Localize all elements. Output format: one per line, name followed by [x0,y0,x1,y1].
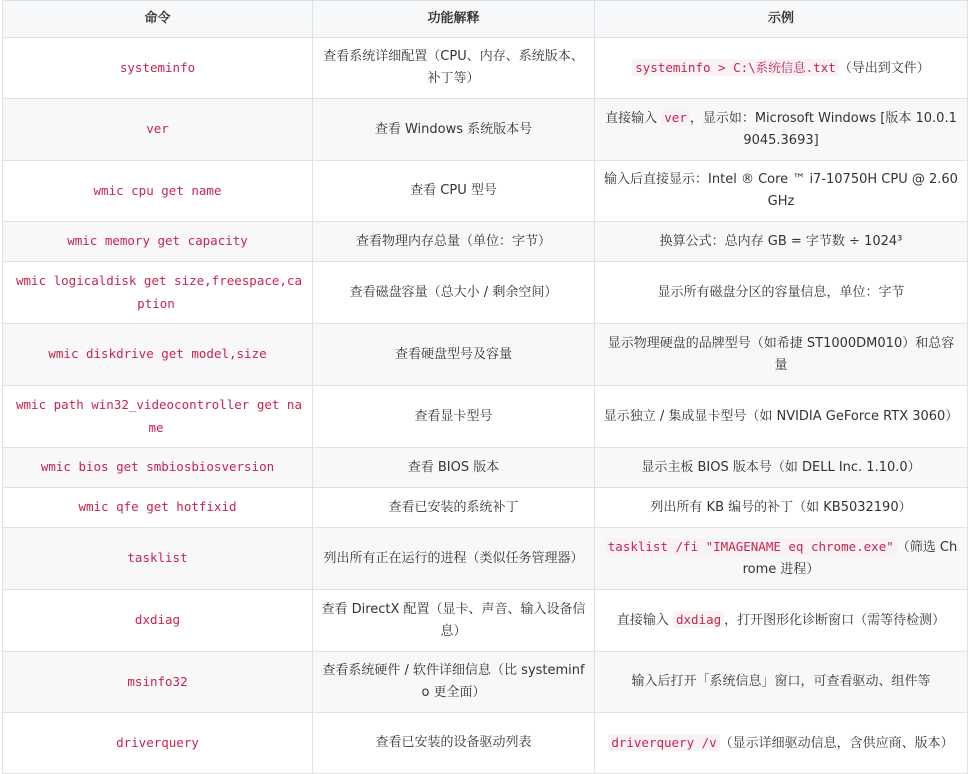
example-text: ，打开图形化诊断窗口（需等待检测） [724,613,946,628]
command-code: wmic diskdrive get model,size [48,346,267,361]
description-cell: 列出所有正在运行的进程（类似任务管理器） [313,528,595,590]
command-cell [3,448,313,488]
example-text: 输入后直接显示：Intel ® Core ™ i7-10750H CPU @ 2.60GHz [604,172,958,209]
command-code: dxdiag [134,612,181,627]
example-text: 显示主板 BIOS 版本号（如 DELL Inc. 1.10.0） [641,459,921,475]
example-text: 显示独立 / 集成显卡型号（如 NVIDIA GeForce RTX 3060） [603,408,959,424]
table-row [3,590,968,652]
command-code: tasklist [127,550,188,565]
example-text: （导出到文件） [838,60,930,76]
table-row [3,324,968,386]
description-cell: 查看硬盘型号及容量 [313,324,595,386]
command-code: wmic memory get capacity [67,233,248,248]
command-cell [3,324,313,386]
command-cell [3,713,313,774]
example-cell [595,488,968,528]
example-text: 直接输入 [616,613,673,628]
header-command: 命令 [3,1,313,38]
example-cell [595,528,968,590]
example-cell [595,99,968,161]
description-cell: 查看物理内存总量（单位：字节） [313,222,595,262]
example-cell [595,222,968,262]
table-row [3,161,968,222]
command-cell [3,488,313,528]
command-cell [3,262,313,324]
example-text: 列出所有 KB 编号的补丁（如 KB5032190） [650,499,912,515]
command-code: msinfo32 [127,673,188,689]
description-cell: 查看已安装的设备驱动列表 [313,713,595,774]
example-cell [595,713,968,774]
command-cell [3,652,313,713]
description-cell: 查看系统详细配置（CPU、内存、系统版本、补丁等） [313,38,595,99]
command-cell [3,222,313,262]
description-cell: 查看 Windows 系统版本号 [313,99,595,161]
example-code: ver [661,109,690,126]
command-code: wmic logicaldisk get size,freespace,caption [16,272,302,311]
command-code: wmic qfe get hotfixid [78,499,237,514]
table-row [3,222,968,262]
example-text: ，显示如：Microsoft Windows [版本 10.0.19045.3693] [689,111,957,148]
table-row [3,99,968,161]
example-code: driverquery /v [608,734,719,751]
example-cell [595,652,968,713]
description-cell: 查看已安装的系统补丁 [313,488,595,528]
example-cell [595,324,968,386]
table-body [3,38,968,774]
table-row [3,386,968,448]
header-row [3,1,968,38]
example-text: 显示所有磁盘分区的容量信息，单位：字节 [657,284,905,300]
description-cell: 查看系统硬件 / 软件详细信息（比 systeminfo 更全面） [313,652,595,713]
example-text: （显示详细驱动信息，含供应商、版本） [719,735,954,751]
command-cell [3,590,313,652]
description-cell: 查看磁盘容量（总大小 / 剩余空间） [313,262,595,324]
command-cell [3,99,313,161]
example-code: systeminfo > C:\系统信息.txt [632,59,839,76]
table-row [3,488,968,528]
command-cell [3,528,313,590]
description-cell: 查看 DirectX 配置（显卡、声音、输入设备信息） [313,590,595,652]
table-row [3,713,968,774]
example-text: 输入后打开「系统信息」窗口，可查看驱动、组件等 [631,674,931,689]
example-cell [595,590,968,652]
command-code: driverquery [116,734,199,750]
table-row [3,652,968,713]
header-example: 示例 [595,1,968,38]
commands-table [2,0,968,774]
command-code: ver [146,121,169,136]
example-code: dxdiag [673,611,724,628]
command-cell [3,38,313,99]
description-cell: 查看 BIOS 版本 [313,448,595,488]
header-description: 功能解释 [313,1,595,38]
command-cell [3,161,313,222]
command-code: wmic cpu get name [93,182,222,198]
description-cell: 查看 CPU 型号 [313,161,595,222]
command-code: systeminfo [119,59,196,75]
example-cell [595,448,968,488]
example-cell [595,386,968,448]
description-cell: 查看显卡型号 [313,386,595,448]
example-text: 显示物理硬盘的品牌型号（如希捷 ST1000DM010）和总容量 [607,335,955,373]
command-code: wmic path win32_videocontroller get name [16,396,302,435]
example-text: （筛选 Chrome 进程） [742,540,958,577]
command-code: wmic bios get smbiosbiosversion [40,459,275,474]
example-cell [595,38,968,99]
example-cell [595,161,968,222]
table-row [3,38,968,99]
table-row [3,528,968,590]
example-text: 直接输入 [605,111,662,126]
example-cell [595,262,968,324]
command-cell [3,386,313,448]
example-code: tasklist /fi "IMAGENAME eq chrome.exe" [605,538,897,555]
table-row [3,448,968,488]
table-row [3,262,968,324]
example-text: 换算公式：总内存 GB = 字节数 ÷ 1024³ [659,233,903,249]
